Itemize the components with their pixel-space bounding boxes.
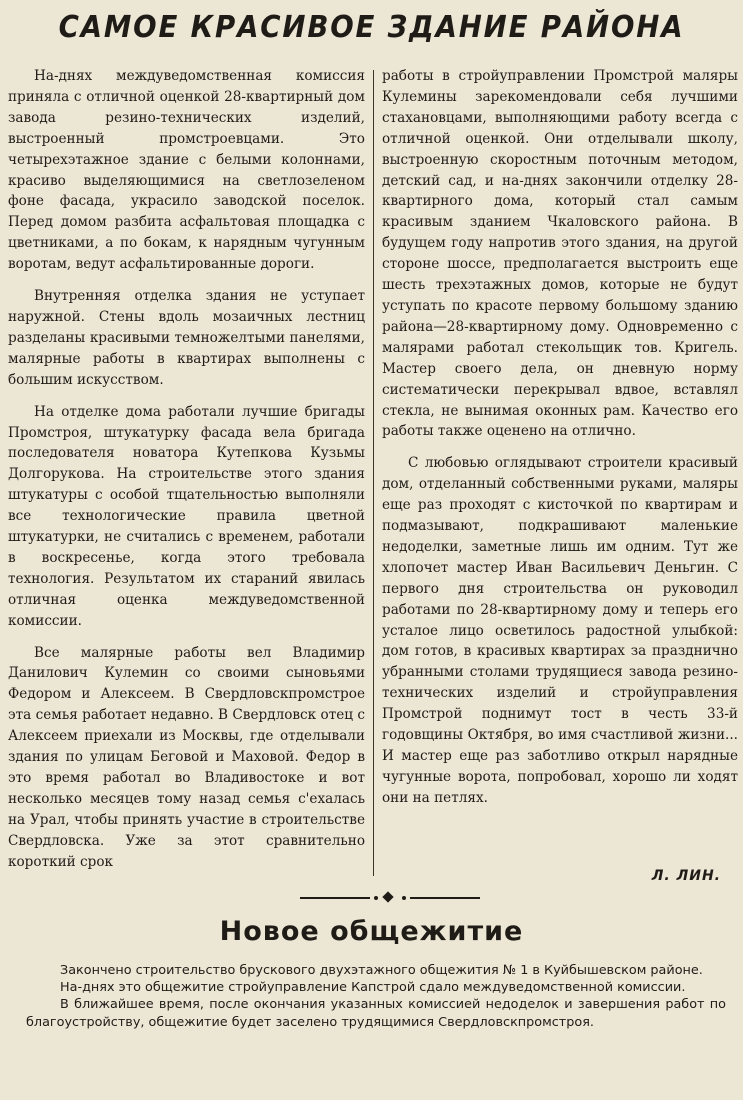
headline: САМОЕ КРАСИВОЕ ЗДАНИЕ РАЙОНА [58, 10, 685, 45]
divider-dot [374, 896, 378, 900]
ornament-divider [300, 893, 480, 903]
paragraph: Все малярные работы вел Владимир Данилович Кулемин со своими сыновьями Федором и Алексеем. В Свердловскпромстрое эта семья работает недавно. В Свердловск отец с Алексеем приехали из Москвы, где отделывали здания по улицам Беговой и Маховой. Федор в это время работал во Владивостоке и вот несколько месяцев тому назад семья с'ехалась на Урал, чтобы принять участие в строительстве Свердловска. Уже за этот сравнительно короткий срок [8, 644, 365, 870]
news-item [26, 962, 726, 1031]
divider-line-left [300, 897, 370, 899]
sub-headline: Новое общежитие [219, 916, 524, 947]
divider-diamond-icon [382, 891, 393, 902]
author-signature: Л. ЛИН. [651, 868, 721, 884]
paragraph: работы в стройуправлении Промстрой маляры Кулемины зарекомендовали себя лучшими стахановцами, выполняющими работу всегда с отличной оценкой. Они отделывали школу, выстроенную скоростным поточным методом, детский сад, и на-днях закончили отделку 28-квартирного дома, который стал самым красивым зданием Чкаловского района. В будущем году напротив этого здания, на другой стороне шоссе, предполагается выстроить еще шесть трехэтажных домов, которые не будут уступать по красоте первому большому зданию района—28-квартирному дому. Одновременно с малярами работал стекольщик тов. Кригель. Мастер своего дела, он дневную норму систематически перекрывал вдвое, вставлял стекла, не вынимая оконных рам. Качество его работы также оценено на отлично. [382, 68, 738, 440]
paragraph: С любовью оглядывают строители красивый дом, отделанный собственными руками, маляры еще раз проходят с кисточкой по квартирам и подмазывают, подкрашивают маленькие недоделки, заметные лишь им одним. Тут же хлопочет мастер Иван Васильевич Деньгин. С первого дня строительства он руководил работами по 28-квартирному дому и теперь его усталое лицо осветилось радостной улыбкой: дом готов, в красивых квартирах за празднично убранными столами трудящиеся завода резино-технических изделий и стройуправления Промстрой поднимут тост в честь 33-й годовщины Октября, во имя счастливой жизни... И мастер еще раз заботливо открыл нарядные чугунные ворота, попробовал, хорошо ли ходят они на петлях. [382, 455, 738, 806]
paragraph: На-днях это общежитие стройуправление Капстрой сдало междуведомственной комиссии. [60, 980, 686, 996]
paragraph: Закончено строительство брускового двухэтажного общежития № 1 в Куйбышевском районе. [60, 963, 703, 978]
article-right-column [382, 66, 738, 820]
paragraph: Внутренняя отделка здания не уступает наружной. Стены вдоль мозаичных лестниц разделаны красивыми темножелтыми панелями, малярные работы в квартирах выполнены с большим искусством. [8, 288, 365, 388]
paragraph: В ближайшее время, после окончания указанных комиссией недоделок и завершения работ по благоустройству, общежитие будет заселено трудящимися Свердловскпромстроя. [26, 997, 726, 1030]
divider-line-right [410, 897, 480, 899]
paragraph: На отделке дома работали лучшие бригады Промстроя, штукатурку фасада вела бригада последователя новатора Кутепкова Кузьмы Долгорукова. На строительстве этого здания штукатуры с особой тщательностью выполняли все технологические правила цветной штукатурки, не считались с временем, работали в воскресенье, когда этого требовала технология. Результатом их стараний явилась отличная оценка междуведомственной комиссии. [8, 403, 365, 629]
column-divider [373, 70, 374, 876]
article-left-column [8, 66, 365, 884]
paragraph: На-днях междуведомственная комиссия приняла с отличной оценкой 28-квартирный дом завода резино-технических изделий, выстроенный промстроевцами. Это четырехэтажное здание с белыми колоннами, красиво выделяющимися на светлозеленом фоне фасада, украсило заводской поселок. Перед домом разбита асфальтовая площадка с цветниками, а по бокам, к нарядным чугунным воротам, ведут асфальтированные дороги. [8, 68, 365, 273]
divider-dot [402, 896, 406, 900]
